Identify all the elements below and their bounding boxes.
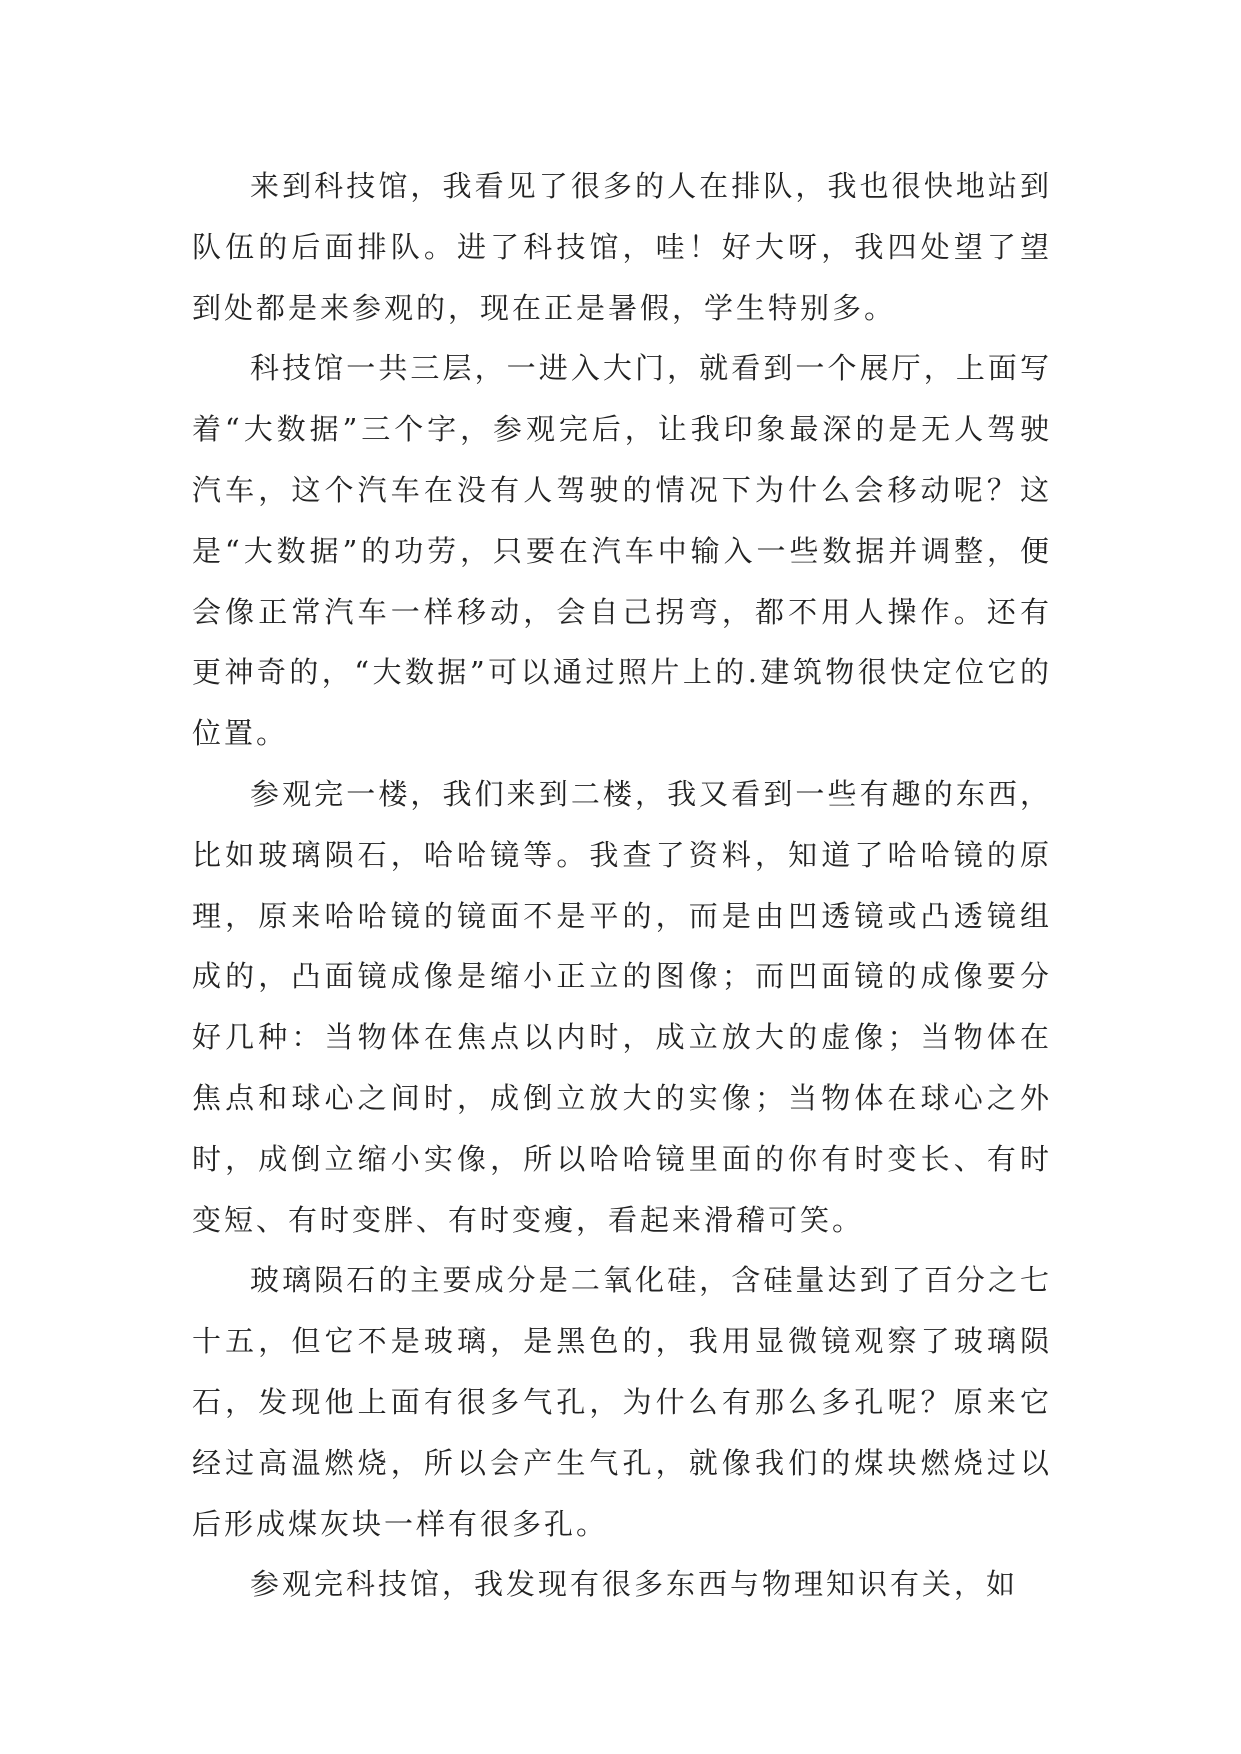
paragraph-4: 玻璃陨石的主要成分是二氧化硅，含硅量达到了百分之七十五，但它不是玻璃，是黑色的，我用显微镜观察了玻璃陨石，发现他上面有很多气孔，为什么有那么多孔呢？原来它经过高温燃烧，所以会产生气孔，就像我们的煤块燃烧过以后形成煤灰块一样有很多孔。 xyxy=(192,1263,1052,1541)
paragraph-3: 参观完一楼，我们来到二楼，我又看到一些有趣的东西，比如玻璃陨石，哈哈镜等。我查了资料，知道了哈哈镜的原理，原来哈哈镜的镜面不是平的，而是由凹透镜或凸透镜组成的，凸面镜成像是缩小正立的图像；而凹面镜的成像要分好几种：当物体在焦点以内时，成立放大的虚像；当物体在焦点和球心之间时，成倒立放大的实像；当物体在球心之外时，成倒立缩小实像，所以哈哈镜里面的你有时变长、有时变短、有时变胖、有时变瘦，看起来滑稽可笑。 xyxy=(192,776,1052,1237)
document-body xyxy=(192,156,1052,1615)
paragraph-1: 来到科技馆，我看见了很多的人在排队，我也很快地站到队伍的后面排队。进了科技馆，哇！好大呀，我四处望了望到处都是来参观的，现在正是暑假，学生特别多。 xyxy=(192,169,1052,325)
paragraph-2: 科技馆一共三层，一进入大门，就看到一个展厅，上面写着“大数据”三个字，参观完后，让我印象最深的是无人驾驶汽车，这个汽车在没有人驾驶的情况下为什么会移动呢？这是“大数据”的功劳，只要在汽车中输入一些数据并调整，便会像正常汽车一样移动，会自己拐弯，都不用人操作。还有更神奇的，“大数据”可以通过照片上的.建筑物很快定位它的位置。 xyxy=(192,351,1052,751)
paragraph-5: 参观完科技馆，我发现有很多东西与物理知识有关，如 xyxy=(250,1567,1019,1602)
